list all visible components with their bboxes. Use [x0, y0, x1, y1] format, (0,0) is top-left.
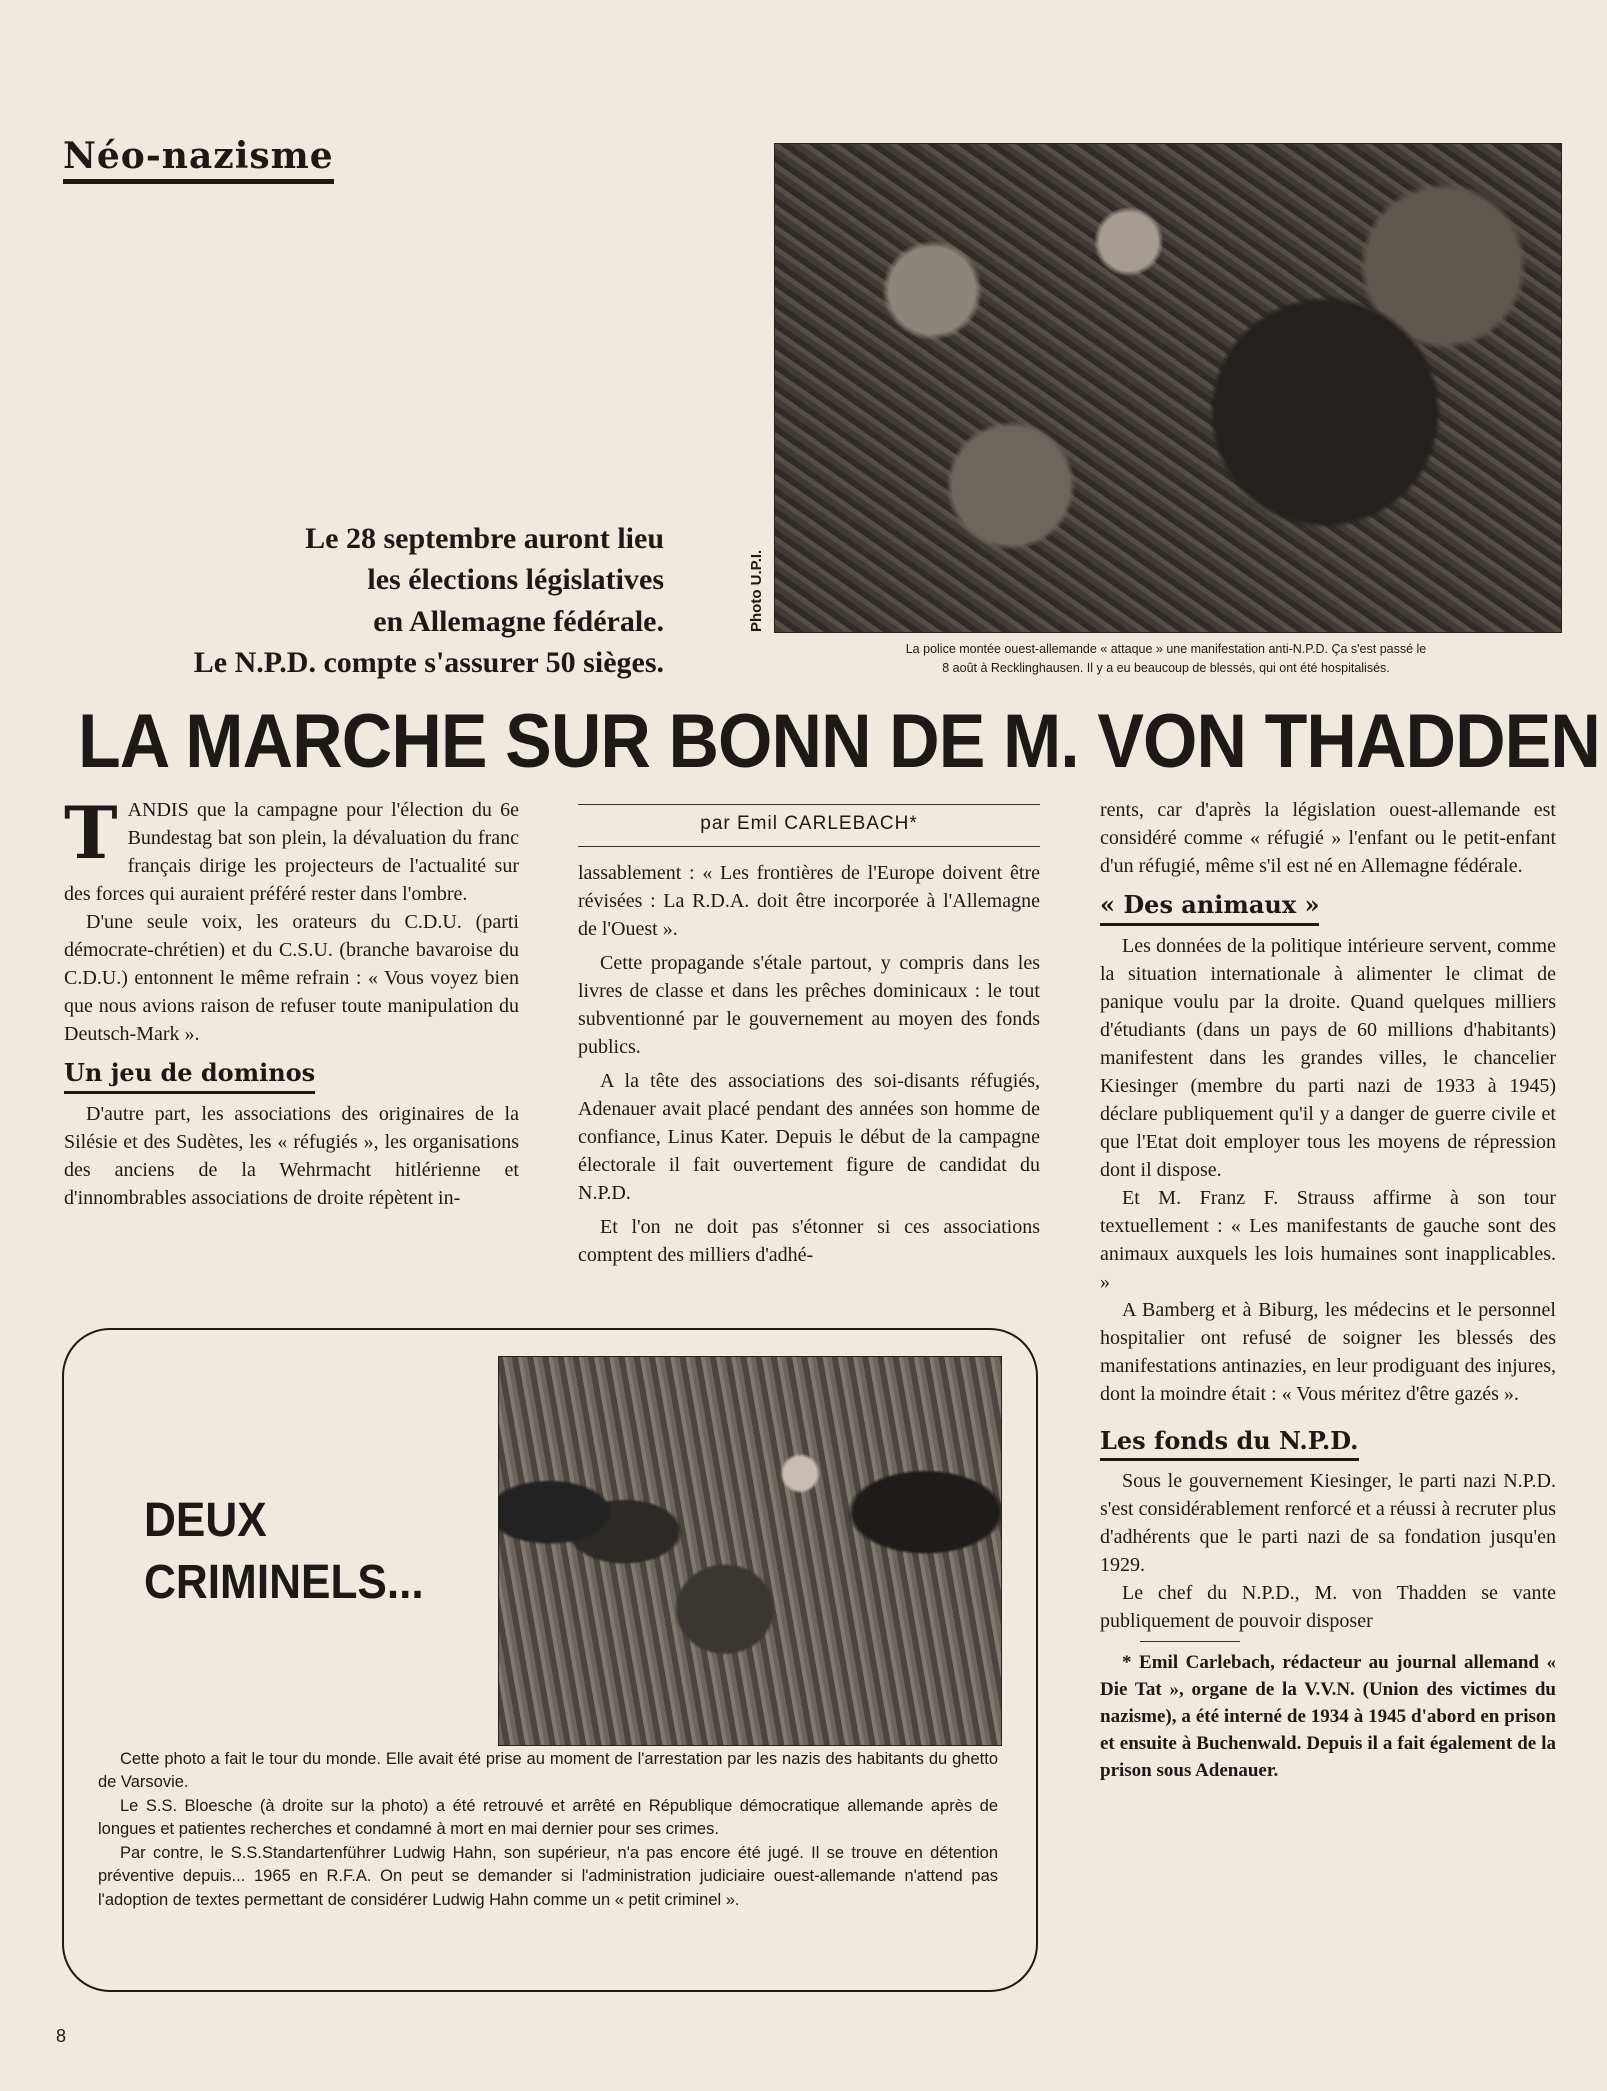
paragraph: Et l'on ne doit pas s'étonner si ces associations comptent des milliers d'adhé- — [578, 1215, 1040, 1266]
subhead-fonds: Les fonds du N.P.D. — [1100, 1424, 1359, 1462]
lede-line: les élections législatives — [367, 563, 664, 597]
photo-warsaw-ghetto — [498, 1356, 1002, 1746]
subhead-animaux: « Des animaux » — [1100, 888, 1319, 926]
paragraph: Le chef du N.P.D., M. von Thadden se vante publiquement de pouvoir disposer — [1100, 1582, 1556, 1633]
paragraph: Et M. Franz F. Strauss affirme à son tour textuellement : « Les manifestants de gauche sont des animaux auxquels les lois humaines sont inapplicables. » — [1100, 1186, 1556, 1293]
photo-caption — [766, 640, 1566, 678]
paragraph: lassablement : « Les frontières de l'Europe doivent être révisées : La R.D.A. doit être incorporée à l'Allemagne de l'Ouest ». — [578, 861, 1040, 940]
box-title-line: DEUX — [144, 1494, 267, 1547]
paragraph: rents, car d'après la législation ouest-allemande est considéré comme « réfugié » l'enfant ou le petit-enfant d'un réfugié, même s'il est né en Allemagne fédérale. — [1100, 799, 1556, 877]
paragraph: D'une seule voix, les orateurs du C.D.U. (parti démocrate-chrétien) et du C.S.U. (branche bavaroise du C.D.U.) entonnent le même refrain : « Vous voyez bien que nous avions raison de refuser toute manipulation du Deutsch-Mark ». — [64, 911, 519, 1045]
column-1 — [64, 790, 519, 1212]
box-title — [144, 1490, 424, 1615]
paragraph: A Bamberg et à Biburg, les médecins et le personnel hospitalier ont refusé de soigner les blessés des manifestations antinazies, en leur prodiguant des injures, dont la moindre était : « Vous méritez d'être gazés ». — [1100, 1298, 1556, 1405]
footnote: * Emil Carlebach, rédacteur au journal allemand « Die Tat », organe de la V.V.N. (Union des victimes du nazisme), a été interné de 1934 à 1945 d'abord en prison et ensuite à Buchenwald. Depuis il a fait également de la prison sous Adenauer. — [1100, 1652, 1556, 1782]
lede-line: Le 28 septembre auront lieu — [305, 522, 664, 555]
paragraph: Sous le gouvernement Kiesinger, le parti nazi N.P.D. s'est considérablement renforcé et a réussi à recruter plus d'adhérents que le parti nazi de sa fondation jusqu'en 1929. — [1100, 1470, 1556, 1577]
paragraph — [64, 790, 519, 908]
box-title-line: CRIMINELS... — [144, 1556, 424, 1610]
paragraph: Cette propagande s'étale partout, y compris dans les livres de classe et dans les prêches dominicaux : le tout subventionné par le gouvernement au moyen des fonds publics. — [578, 951, 1040, 1058]
column-2 — [578, 804, 1040, 1269]
lede-line: Le N.P.D. compte s'assurer 50 sièges. — [193, 646, 664, 680]
lede — [40, 518, 664, 684]
subhead-dominos: Un jeu de dominos — [64, 1056, 315, 1094]
headline: LA MARCHE SUR BONN DE M. VON THADDEN — [78, 699, 1600, 784]
box-caption — [98, 1748, 998, 1912]
lede-line: en Allemagne fédérale. — [373, 604, 664, 638]
photo-caption-line: 8 août à Recklinghausen. Il y a eu beaucoup de blessés, qui ont été hospitalisés. — [942, 660, 1390, 675]
photo-caption-line: La police montée ouest-allemande « attaque » une manifestation anti-N.P.D. Ça s'est passé le — [905, 642, 1427, 656]
paragraph: A la tête des associations des soi-disants réfugiés, Adenauer avait placé pendant des années son homme de confiance, Linus Kater. Depuis le début de la campagne électorale il fait ouvertement figure de candidat du N.P.D. — [578, 1069, 1040, 1204]
paragraph-text: ANDIS que la campagne pour l'élection du 6e Bundestag bat son plein, la dévaluation du franc français dirige les projecteurs de l'actualité sur des forces qui auraient préféré rester dans l'ombre. — [64, 799, 519, 905]
section-tag: Néo-nazisme — [63, 136, 334, 184]
photo-credit: Photo U.P.I. — [748, 549, 765, 632]
box-caption-paragraph: Par contre, le S.S.Standartenführer Ludwig Hahn, son supérieur, n'a pas encore été jugé. Il se trouve en détention préventive depuis... 1965 en R.F.A. On peut se demander si l'administration judiciaire ouest-allemande n'attend pas l'adoption de textes permettant de considérer Ludwig Hahn comme un « petit criminel ». — [98, 1843, 998, 1909]
paragraph: Les données de la politique intérieure servent, comme la situation internationale à alimenter le climat de panique voulu par la droite. Quand quelques milliers d'étudiants (dans un pays de 60 millions d'habitants) manifestent dans les grandes villes, le chancelier Kiesinger (membre du parti nazi de 1933 à 1945) déclare publiquement qu'il y a danger de guerre civile et que l'Etat doit employer tous les moyens de répression dont il dispose. — [1100, 934, 1556, 1181]
paragraph: D'autre part, les associations des originaires de la Silésie et des Sudètes, les « réfugiés », les organisations des anciens de la Wehrmacht hitlérienne et d'innombrables associations de droite répètent in- — [64, 1102, 519, 1209]
box-caption-paragraph: Le S.S. Bloesche (à droite sur la photo) a été retrouvé et arrêté en République démocratique allemande après de longues et patientes recherches et condamné à mort en mai dernier pour ses crimes. — [98, 1796, 998, 1839]
column-3 — [1100, 796, 1556, 1785]
box-caption-paragraph: Cette photo a fait le tour du monde. Elle avait été prise au moment de l'arrestation par les nazis des habitants du ghetto de Varsovie. — [98, 1750, 998, 1792]
photo-mounted-police — [774, 143, 1562, 633]
footnote-rule — [1140, 1641, 1240, 1642]
page-number: 8 — [56, 2026, 67, 2046]
byline: par Emil CARLEBACH* — [578, 804, 1040, 847]
dropcap: T — [64, 790, 118, 875]
